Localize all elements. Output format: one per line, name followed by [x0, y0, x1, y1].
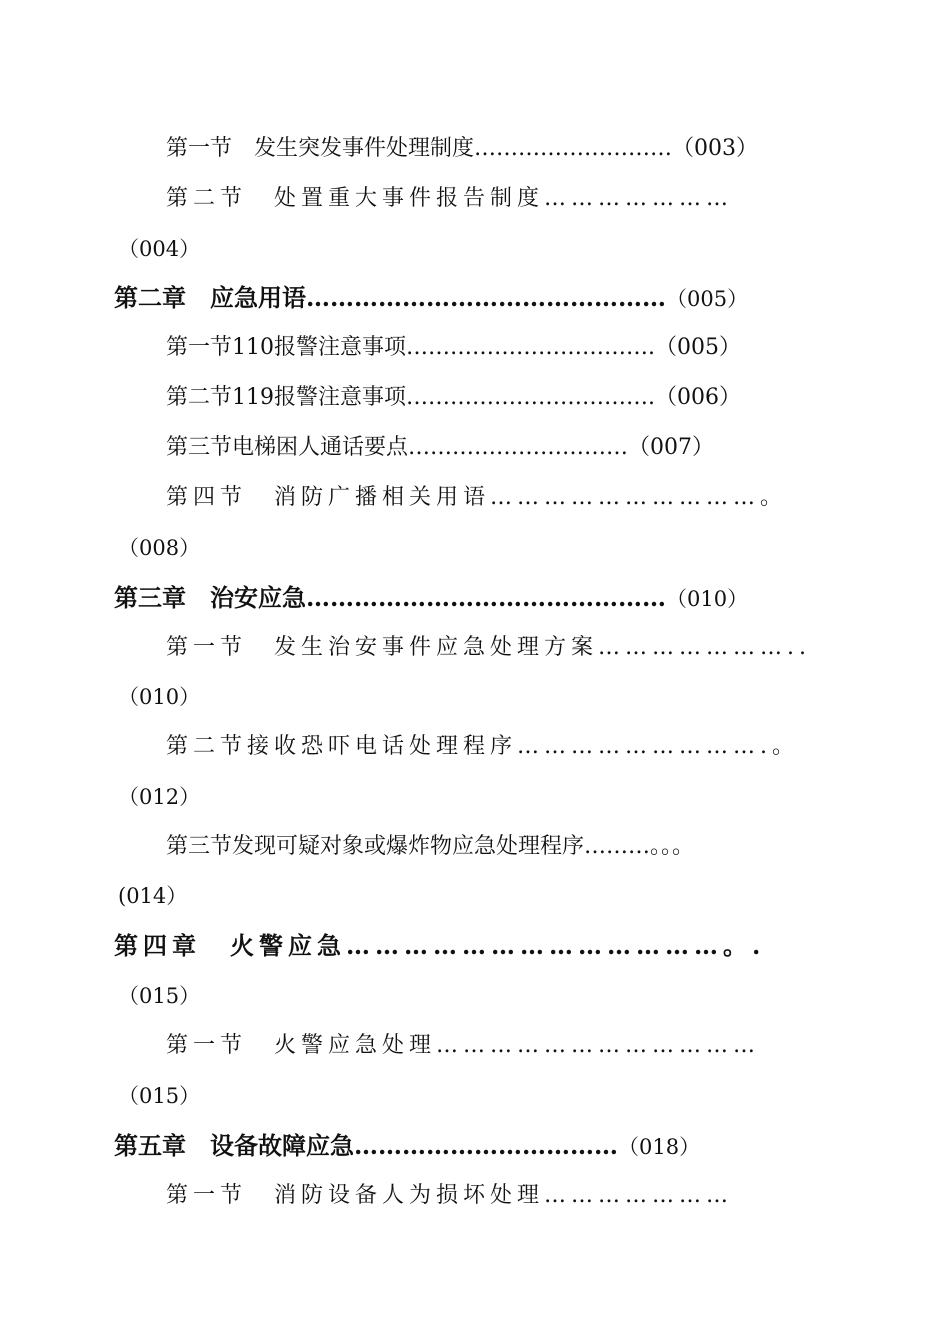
toc-entry [166, 732, 799, 762]
toc-entry-text: 第二节 处置重大事件报告制度………………… [166, 186, 734, 211]
toc-entry-text: 第三节电梯困人通话要点…………………………（007） [166, 435, 714, 460]
toc-entry-text: 第一节 消防设备人为损坏处理………………… [166, 1183, 734, 1208]
toc-entry-text: 第一节110报警注意事项…………………………….（005） [166, 335, 741, 360]
toc-continuation [118, 782, 200, 812]
toc-page-number: （005） [666, 287, 749, 311]
toc-page-number: （004） [118, 237, 201, 261]
toc-continuation [118, 1081, 200, 1111]
toc-entry [166, 483, 787, 513]
toc-continuation [118, 533, 200, 563]
toc-continuation [118, 682, 200, 712]
toc-entry [166, 134, 758, 164]
toc-page-number: （015） [118, 1084, 201, 1108]
toc-continuation [118, 881, 187, 911]
toc-continuation [118, 981, 200, 1011]
toc-entry [166, 832, 694, 862]
toc-entry-text: 第二节119报警注意事项…………………………….（006） [166, 385, 741, 410]
toc-chapter-title: 第三章 治安应急……………………………………… [114, 583, 666, 612]
toc-page-number: （015） [118, 984, 201, 1008]
toc-entry [166, 383, 741, 413]
toc-continuation [118, 234, 200, 264]
toc-entry [166, 433, 714, 463]
toc-entry-text: 第三节发现可疑对象或爆炸物应急处理程序………。。。 [166, 834, 695, 859]
toc-page-number: （018） [618, 1135, 701, 1159]
toc-entry [166, 333, 741, 363]
toc-chapter [114, 583, 748, 613]
toc-page-number: （012） [118, 785, 201, 809]
toc-entry [166, 1031, 760, 1061]
toc-page-number: (014） [118, 884, 188, 908]
toc-entry-text: 第一节 发生治安事件应急处理方案………………….. [166, 635, 811, 660]
toc-entry-text: 第四节 消防广播相关用语…………………………。 [166, 485, 788, 510]
toc-entry-text: 第一节 发生突发事件处理制度………………………（003） [166, 136, 758, 161]
toc-entry [166, 633, 811, 663]
toc-chapter-title: 第四章 火警应急…………………………………。. [114, 931, 766, 960]
toc-page-number: （008） [118, 536, 201, 560]
toc-entry-text: 第二节接收恐吓电话处理程序……………………….。 [166, 734, 799, 759]
toc-entry [166, 1181, 733, 1211]
toc-chapter [114, 1131, 700, 1161]
toc-page-number: （010） [666, 587, 749, 611]
toc-entry [166, 184, 733, 214]
toc-chapter-title: 第五章 设备故障应急…………………………… [114, 1131, 618, 1160]
toc-entry-text: 第一节 火警应急处理……………………………… [166, 1033, 761, 1058]
toc-chapter [114, 931, 765, 961]
toc-page-number: （010） [118, 685, 201, 709]
toc-chapter [114, 283, 748, 313]
toc-chapter-title: 第二章 应急用语……………………………………… [114, 283, 666, 312]
